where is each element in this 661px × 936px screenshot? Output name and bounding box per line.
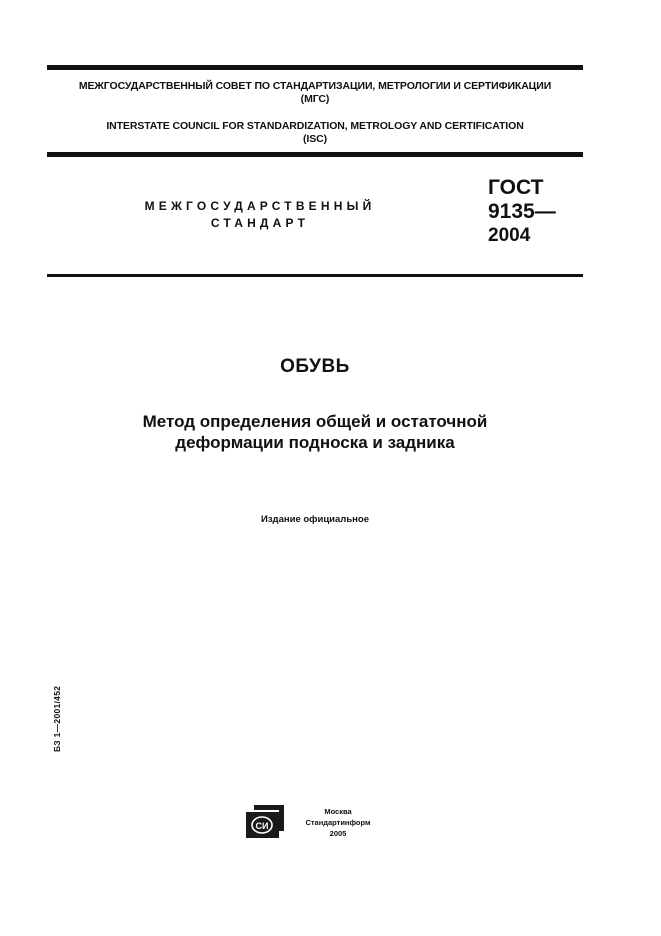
- subtitle-line1: Метод определения общей и остаточной: [142, 412, 488, 431]
- council-en-abbr: (ISC): [303, 133, 327, 145]
- publisher-name: Стандартинформ: [305, 818, 371, 827]
- document-title: ОБУВЬ: [280, 356, 350, 377]
- standard-type: [110, 198, 410, 232]
- subtitle-line2: деформации подноска и задника: [175, 433, 455, 452]
- council-en-name: INTERSTATE COUNCIL FOR STANDARDIZATION, METROLOGY AND CERTIFICATION: [106, 120, 524, 132]
- publisher-info: [290, 806, 386, 839]
- publisher-city: Москва: [324, 807, 352, 816]
- gost-year: 2004: [488, 225, 531, 246]
- svg-text:СИ: СИ: [255, 821, 269, 831]
- publisher-year: 2005: [329, 829, 347, 838]
- header-bottom-rule: [47, 152, 583, 157]
- standard-bottom-rule: [47, 274, 583, 277]
- council-ru-abbr: (МГС): [300, 93, 330, 105]
- standard-type-line1: МЕЖГОСУДАРСТВЕННЫЙ: [144, 199, 376, 213]
- top-rule: [47, 65, 583, 70]
- standartinform-logo-icon: [246, 805, 284, 838]
- document-subtitle: [0, 411, 630, 453]
- council-en: [47, 120, 583, 146]
- gost-designation: [488, 176, 556, 248]
- gost-label: ГОСТ: [488, 176, 544, 199]
- side-code: БЗ 1—2001/452: [52, 685, 62, 752]
- standard-type-line2: СТАНДАРТ: [210, 216, 310, 230]
- council-ru: [47, 80, 583, 106]
- council-ru-name: МЕЖГОСУДАРСТВЕННЫЙ СОВЕТ ПО СТАНДАРТИЗАЦИИ, МЕТРОЛОГИИ И СЕРТИФИКАЦИИ: [78, 80, 552, 92]
- edition-label: Издание официальное: [261, 514, 369, 525]
- gost-number: 9135—: [488, 200, 556, 223]
